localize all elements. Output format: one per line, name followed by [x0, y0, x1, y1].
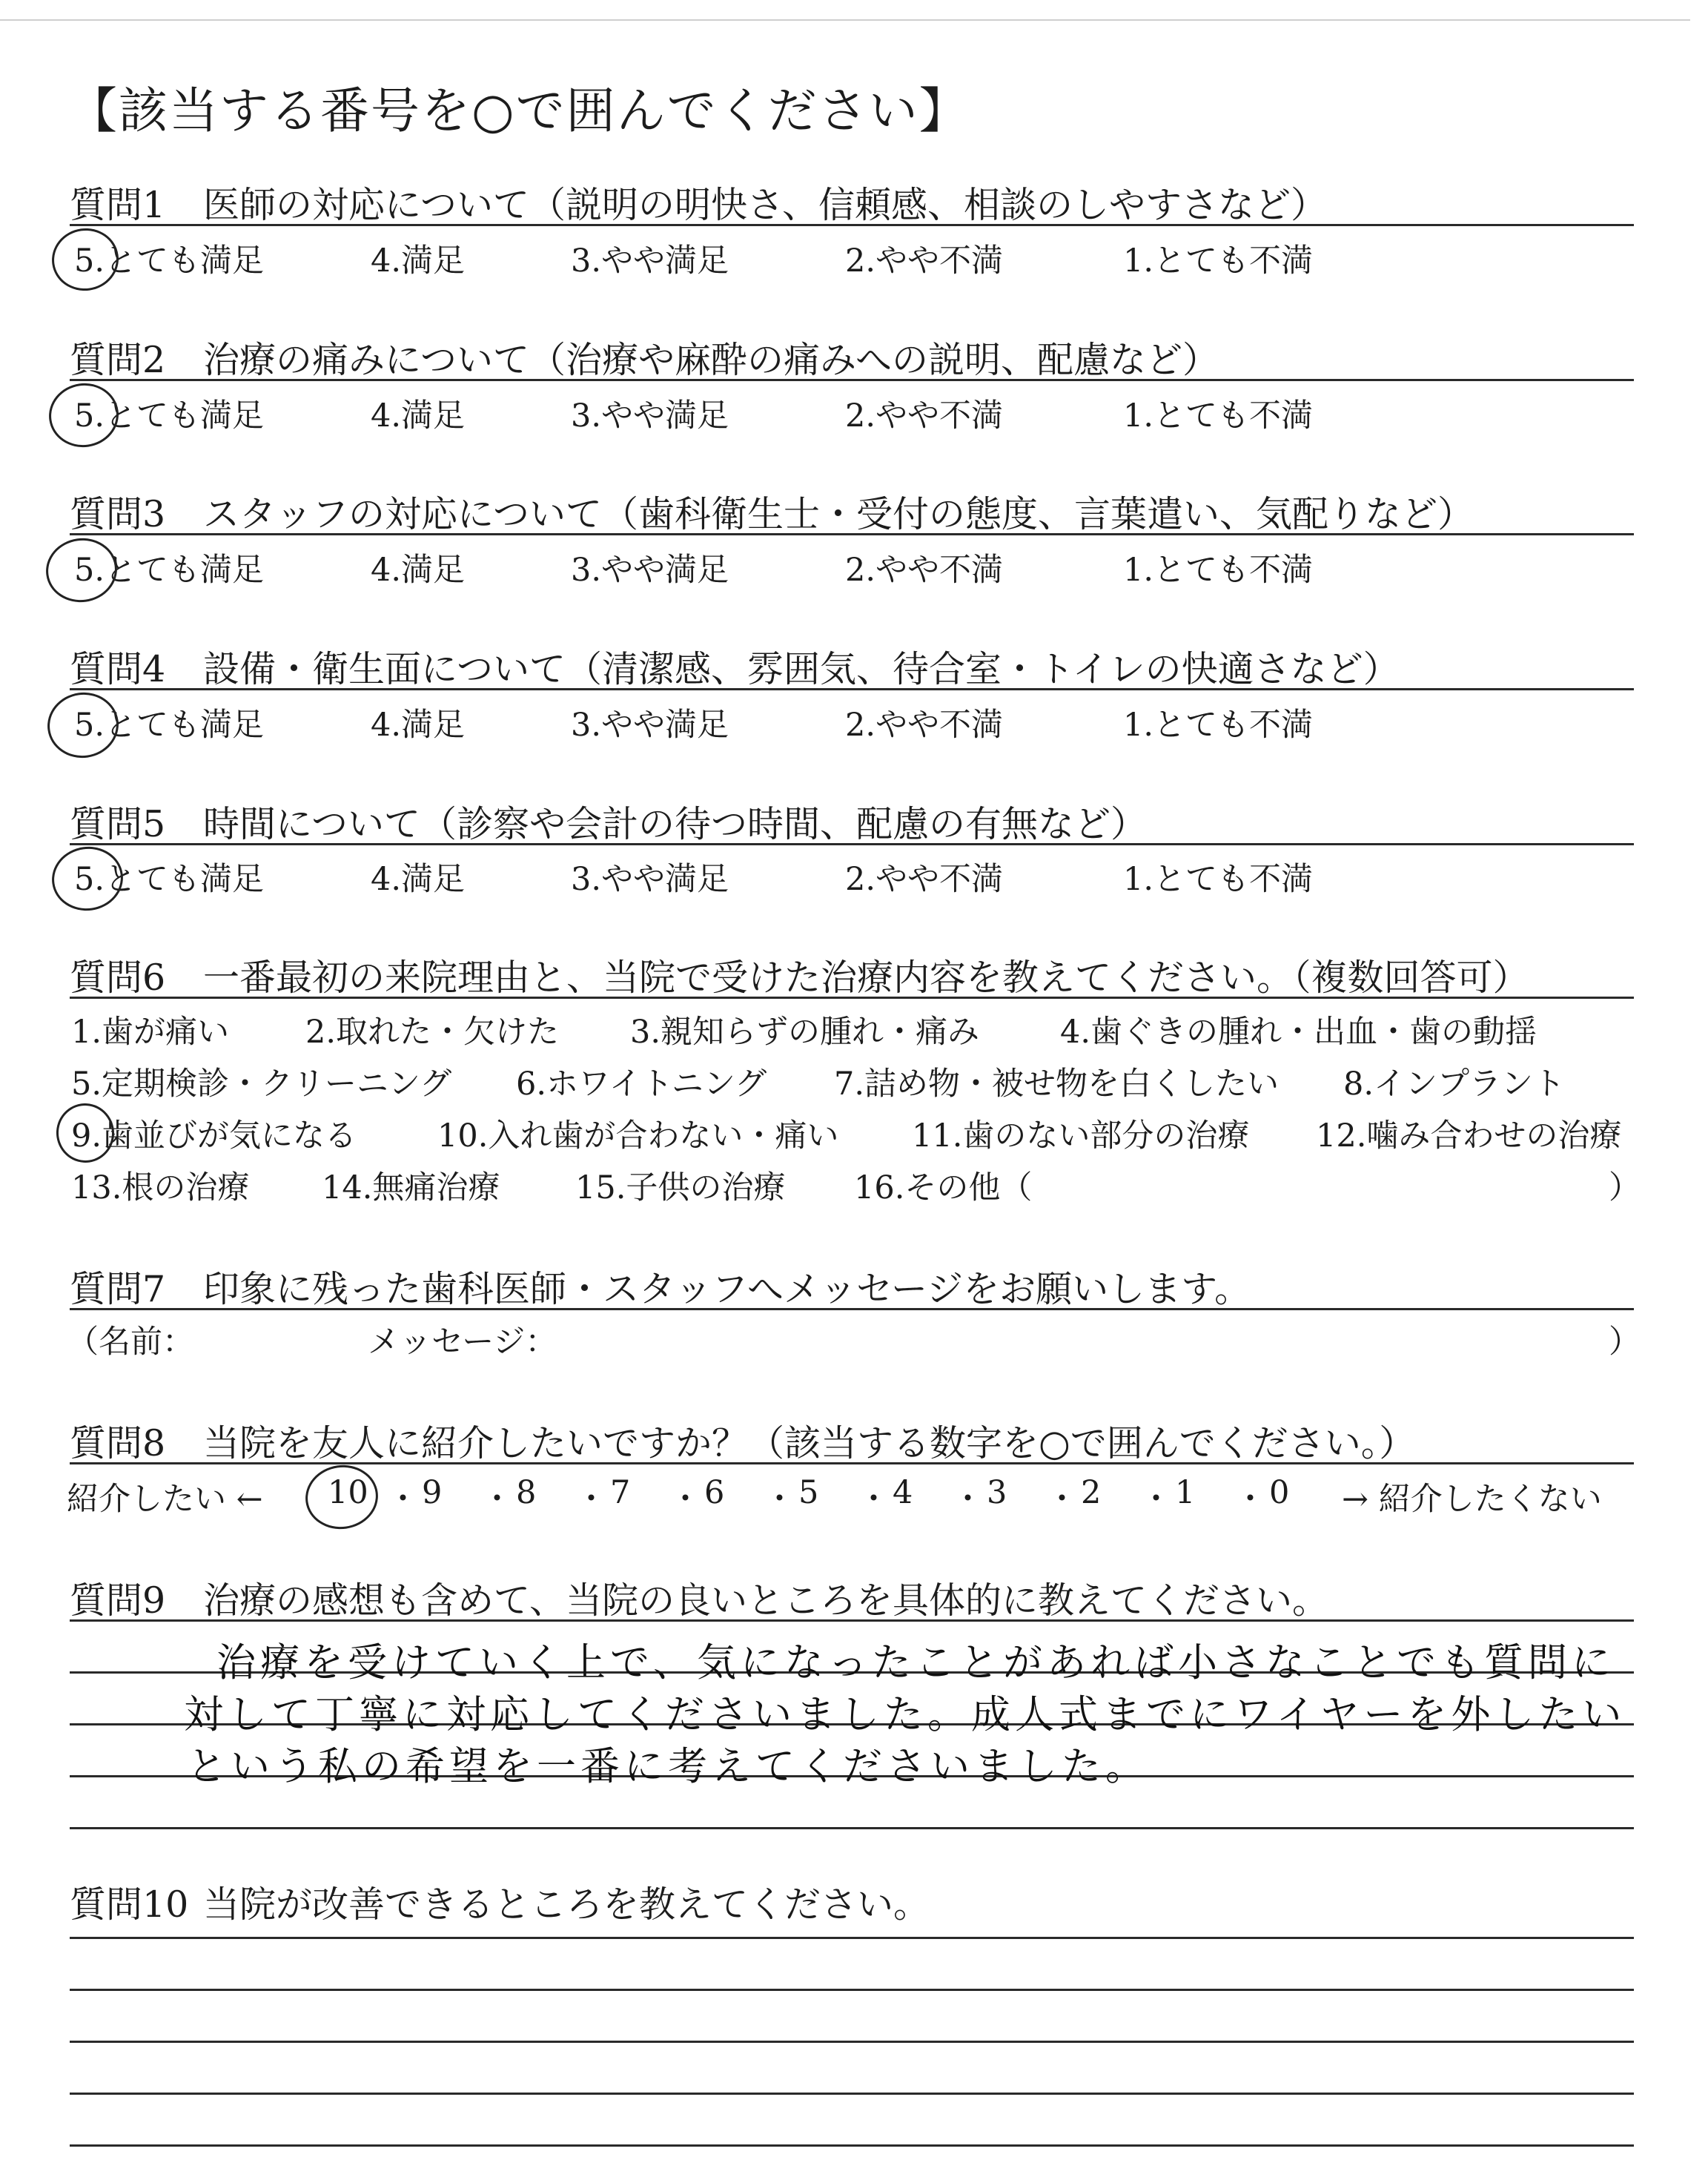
recommend-left-label: 紹介したい ← [67, 1481, 263, 1518]
scale-separator-dot: ・ [858, 1481, 890, 1518]
reason-option-6[interactable]: 6.ホワイトニング [516, 1066, 767, 1103]
answer-line [70, 533, 1634, 535]
rating-option-1[interactable]: 1.とても不満 [1123, 707, 1314, 744]
reason-option-11[interactable]: 11.歯のない部分の治療 [912, 1117, 1250, 1155]
question-text: 治療の感想も含めて、当院の良いところを具体的に教えてください。 [203, 1579, 1329, 1622]
reason-option-16[interactable]: 16.その他（ [854, 1169, 1033, 1206]
rating-option-3[interactable]: 3.やや満足 [571, 707, 729, 744]
selection-circle [301, 1461, 382, 1534]
handwritten-answer-line: 対して丁寧に対応してくださいました。成人式までにワイヤーを外したい [184, 1692, 1626, 1737]
message-label: メッセージ： [368, 1324, 557, 1361]
answer-line [70, 1308, 1634, 1310]
message-close-paren: ） [1609, 1324, 1641, 1361]
rating-option-4[interactable]: 4.満足 [371, 242, 466, 280]
handwritten-answer-line: という私の希望を一番に考えてくださいました。 [187, 1744, 1149, 1789]
answer-line [70, 1989, 1634, 1991]
selection-circle [47, 842, 127, 916]
question-text: 一番最初の来院理由と、当院で受けた治療内容を教えてください。（複数回答可） [203, 957, 1529, 999]
reason-option-2[interactable]: 2.取れた・欠けた [305, 1014, 560, 1051]
rating-option-4[interactable]: 4.満足 [371, 552, 466, 589]
answer-line [70, 1937, 1634, 1939]
scale-separator-dot: ・ [1046, 1481, 1078, 1518]
handwritten-answer-line: 治療を受けていく上で、気になったことがあれば小さなことでも質問に [216, 1640, 1615, 1685]
answer-line [70, 2144, 1634, 2147]
scale-separator-dot: ・ [952, 1481, 984, 1518]
scale-separator-dot: ・ [575, 1481, 607, 1518]
question-text: 印象に残った歯科医師・スタッフへメッセージをお願いします。 [203, 1268, 1251, 1310]
scale-separator-dot: ・ [481, 1481, 513, 1518]
reason-option-3[interactable]: 3.親知らずの腫れ・痛み [630, 1014, 980, 1051]
question-number: 質問7 [70, 1268, 166, 1310]
rating-option-5[interactable]: 5.とても満足 [74, 861, 265, 898]
answer-line [70, 997, 1634, 999]
answer-line [70, 2041, 1634, 2043]
selection-circle [53, 1100, 118, 1166]
selection-circle [44, 379, 122, 452]
rating-option-3[interactable]: 3.やや満足 [571, 861, 729, 898]
question-number: 質問2 [70, 339, 166, 381]
answer-line [70, 688, 1634, 690]
rating-option-2[interactable]: 2.やや不満 [845, 707, 1004, 744]
answer-line [70, 1619, 1634, 1622]
scale-separator-dot: ・ [764, 1481, 795, 1518]
reason-option-13[interactable]: 13.根の治療 [71, 1169, 250, 1206]
rating-option-4[interactable]: 4.満足 [371, 861, 466, 898]
rating-option-1[interactable]: 1.とても不満 [1123, 861, 1314, 898]
rating-option-4[interactable]: 4.満足 [371, 707, 466, 744]
recommend-score-5[interactable]: 5 [798, 1474, 819, 1511]
reason-option-1[interactable]: 1.歯が痛い [71, 1014, 230, 1051]
rating-option-3[interactable]: 3.やや満足 [571, 552, 729, 589]
rating-option-5[interactable]: 5.とても満足 [74, 242, 265, 280]
recommend-score-9[interactable]: 9 [422, 1474, 443, 1511]
rating-option-3[interactable]: 3.やや満足 [571, 397, 729, 435]
question-text: 設備・衛生面について（清潔感、雰囲気、待合室・トイレの快適さなど） [203, 648, 1400, 690]
scale-separator-dot: ・ [387, 1481, 419, 1518]
answer-line [70, 224, 1634, 226]
question-text: 医師の対応について（説明の明快さ、信頼感、相談のしやすさなど） [203, 184, 1328, 226]
answer-line [70, 1827, 1634, 1829]
answer-line [70, 2093, 1634, 2095]
answer-line [70, 1462, 1634, 1464]
scale-separator-dot: ・ [1140, 1481, 1172, 1518]
reason-option-8[interactable]: 8.インプラント [1343, 1066, 1566, 1103]
reason-option-12[interactable]: 12.噛み合わせの治療 [1316, 1117, 1622, 1155]
other-close-paren: ） [1609, 1169, 1641, 1206]
question-text: 当院を友人に紹介したいですか？（該当する数字を○で囲んでください。） [203, 1422, 1416, 1464]
question-number: 質問8 [70, 1422, 166, 1464]
rating-option-1[interactable]: 1.とても不満 [1123, 552, 1314, 589]
rating-option-5[interactable]: 5.とても満足 [74, 707, 265, 744]
question-text: 当院が改善できるところを教えてください。 [203, 1883, 930, 1926]
answer-line [70, 843, 1634, 845]
recommend-score-0[interactable]: 0 [1269, 1474, 1290, 1511]
recommend-score-1[interactable]: 1 [1175, 1474, 1196, 1511]
question-text: 時間について（診察や会計の待つ時間、配慮の有無など） [203, 803, 1148, 845]
question-number: 質問5 [70, 803, 166, 845]
recommend-score-7[interactable]: 7 [610, 1474, 631, 1511]
reason-option-4[interactable]: 4.歯ぐきの腫れ・出血・歯の動揺 [1060, 1014, 1537, 1051]
question-number: 質問3 [70, 493, 166, 535]
rating-option-2[interactable]: 2.やや不満 [845, 242, 1004, 280]
rating-option-3[interactable]: 3.やや満足 [571, 242, 729, 280]
selection-circle [48, 224, 123, 295]
reason-option-7[interactable]: 7.詰め物・被せ物を白くしたい [834, 1066, 1280, 1103]
recommend-score-4[interactable]: 4 [893, 1474, 913, 1511]
reason-option-9[interactable]: 9.歯並びが気になる [71, 1117, 357, 1155]
reason-option-10[interactable]: 10.入れ歯が合わない・痛い [437, 1117, 839, 1155]
rating-option-4[interactable]: 4.満足 [371, 397, 466, 435]
recommend-score-6[interactable]: 6 [704, 1474, 725, 1511]
name-label: （名前： [67, 1324, 194, 1361]
rating-option-5[interactable]: 5.とても満足 [74, 397, 265, 435]
question-text: スタッフの対応について（歯科衛生士・受付の態度、言葉遣い、気配りなど） [203, 493, 1474, 535]
scale-separator-dot: ・ [1234, 1481, 1266, 1518]
question-number: 質問9 [70, 1579, 166, 1622]
rating-option-1[interactable]: 1.とても不満 [1123, 242, 1314, 280]
rating-option-1[interactable]: 1.とても不満 [1123, 397, 1314, 435]
form-title: 【該当する番号を○で囲んでください】 [68, 82, 970, 139]
reason-option-5[interactable]: 5.定期検診・クリーニング [71, 1066, 452, 1103]
recommend-score-8[interactable]: 8 [516, 1474, 537, 1511]
reason-option-14[interactable]: 14.無痛治療 [322, 1169, 500, 1206]
question-number: 質問10 [70, 1883, 189, 1926]
rating-option-2[interactable]: 2.やや不満 [845, 397, 1004, 435]
recommend-score-3[interactable]: 3 [987, 1474, 1007, 1511]
rating-option-5[interactable]: 5.とても満足 [74, 552, 265, 589]
rating-option-2[interactable]: 2.やや不満 [845, 861, 1004, 898]
selection-circle [43, 688, 122, 763]
recommend-right-label: → 紹介したくない [1342, 1481, 1602, 1518]
scale-separator-dot: ・ [669, 1481, 701, 1518]
scan-top-edge [0, 19, 1690, 21]
question-number: 質問4 [70, 648, 166, 690]
question-number: 質問6 [70, 957, 166, 999]
question-number: 質問1 [70, 184, 166, 226]
rating-option-2[interactable]: 2.やや不満 [845, 552, 1004, 589]
reason-option-15[interactable]: 15.子供の治療 [575, 1169, 786, 1206]
recommend-score-10[interactable]: 10 [328, 1474, 368, 1511]
question-text: 治療の痛みについて（治療や麻酔の痛みへの説明、配慮など） [203, 339, 1219, 381]
answer-line [70, 379, 1634, 381]
recommend-score-2[interactable]: 2 [1081, 1474, 1102, 1511]
